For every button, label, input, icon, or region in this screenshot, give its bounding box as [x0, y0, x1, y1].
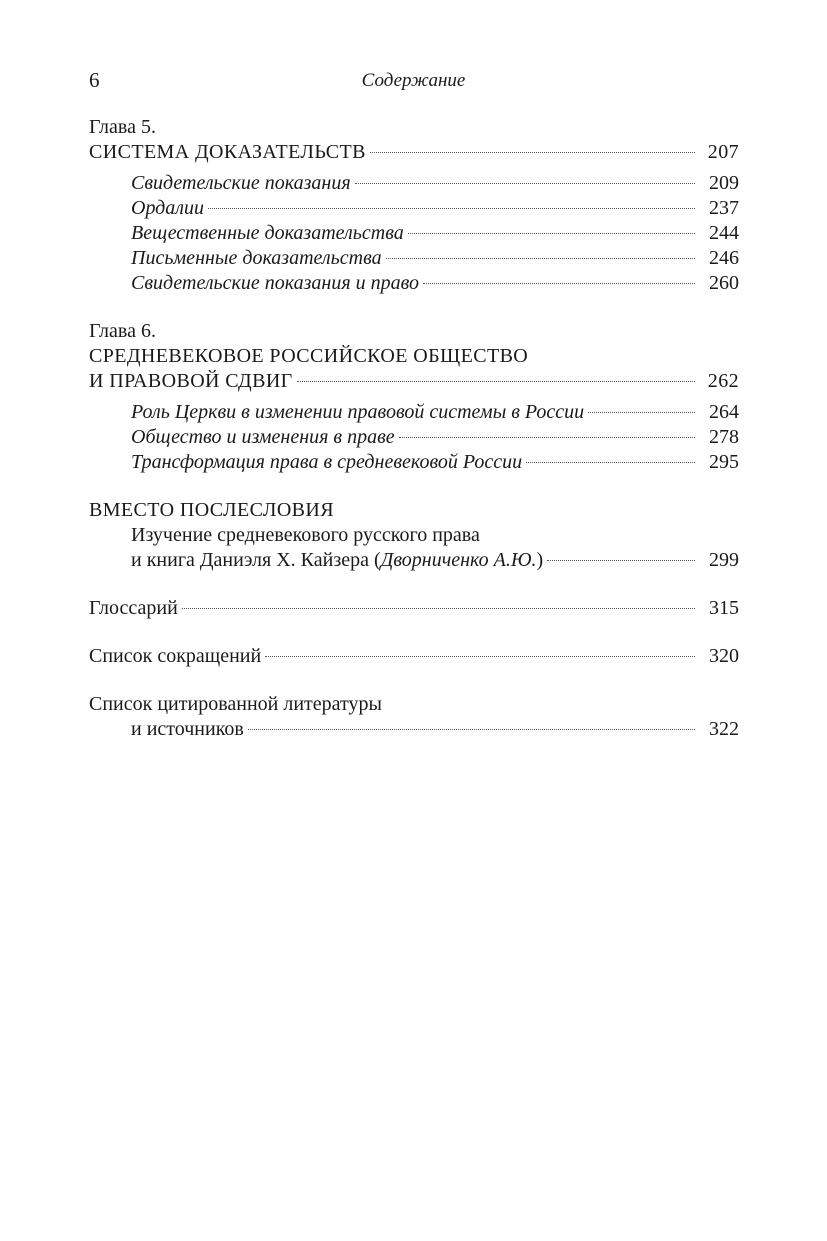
- running-head: Содержание: [361, 70, 466, 91]
- chapter-6-block: [89, 319, 739, 475]
- toc-entry-section[interactable]: Общество и изменения в праве 278: [131, 426, 739, 448]
- toc-entry-section[interactable]: Свидетельские показания и право 260: [131, 272, 739, 294]
- toc-entry-afterword[interactable]: и книга Даниэля Х. Кайзера (Дворниченко А.Ю.) 299: [131, 549, 739, 571]
- toc-entry-abbreviations[interactable]: Список сокращений 320: [89, 645, 739, 667]
- page-ref: 299: [709, 549, 739, 571]
- dot-leader: [248, 729, 695, 730]
- toc-entry-section[interactable]: Трансформация права в средневековой России 295: [131, 451, 739, 473]
- page-number: 6: [89, 68, 100, 92]
- page-ref: 278: [709, 426, 739, 448]
- page-ref: 264: [709, 401, 739, 423]
- page-ref: 322: [709, 718, 739, 740]
- literature-title-line-1[interactable]: Список цитированной литературы: [89, 693, 382, 715]
- page-ref: 315: [709, 597, 739, 619]
- toc-entry-section[interactable]: Свидетельские показания 209: [131, 172, 739, 194]
- literature-block: [89, 692, 739, 742]
- chapter-5-title: СИСТЕМА ДОКАЗАТЕЛЬСТВ: [89, 141, 366, 163]
- dot-leader: [355, 183, 695, 184]
- page-ref: 244: [709, 222, 739, 244]
- chapter-6-label: Глава 6.: [89, 320, 156, 342]
- toc-entry-section[interactable]: Роль Церкви в изменении правовой системы в России 264: [131, 401, 739, 423]
- afterword-title[interactable]: ВМЕСТО ПОСЛЕСЛОВИЯ: [89, 499, 335, 521]
- dot-leader: [526, 462, 695, 463]
- toc-entry-chapter-6[interactable]: [89, 369, 739, 394]
- dot-leader: [588, 412, 695, 413]
- page-ref: 246: [709, 247, 739, 269]
- dot-leader: [297, 381, 695, 382]
- afterword-block: [89, 498, 739, 573]
- dot-leader: [386, 258, 695, 259]
- author-name: Дворниченко А.Ю.: [380, 549, 537, 571]
- dot-leader: [547, 560, 695, 561]
- dot-leader: [208, 208, 695, 209]
- page-ref: 262: [707, 370, 739, 392]
- dot-leader: [370, 152, 695, 153]
- page-ref: 320: [709, 645, 739, 667]
- toc-entry-section[interactable]: Вещественные доказательства 244: [131, 222, 739, 244]
- dot-leader: [265, 656, 695, 657]
- dot-leader: [182, 608, 695, 609]
- dot-leader: [423, 283, 695, 284]
- toc-entry-section[interactable]: Ордалии 237: [131, 197, 739, 219]
- dot-leader: [408, 233, 695, 234]
- chapter-5-block: [89, 115, 739, 296]
- chapter-6-title-line-2: И ПРАВОВОЙ СДВИГ: [89, 370, 293, 392]
- afterword-subtitle-line-1: Изучение средневекового русского права: [131, 524, 480, 546]
- page-ref: 260: [709, 272, 739, 294]
- chapter-6-title-line-1[interactable]: СРЕДНЕВЕКОВОЕ РОССИЙСКОЕ ОБЩЕСТВО: [89, 345, 529, 367]
- toc-entry-glossary[interactable]: Глоссарий 315: [89, 597, 739, 619]
- page-ref: 207: [707, 141, 739, 163]
- toc-entry-literature[interactable]: и источников 322: [131, 718, 739, 740]
- page-ref: 209: [709, 172, 739, 194]
- toc-entry-section[interactable]: Письменные доказательства 246: [131, 247, 739, 269]
- toc-entry-chapter-5[interactable]: [89, 140, 739, 165]
- dot-leader: [399, 437, 695, 438]
- chapter-5-label: Глава 5.: [89, 116, 156, 138]
- page-ref: 295: [709, 451, 739, 473]
- table-of-contents: [89, 115, 739, 742]
- page-ref: 237: [709, 197, 739, 219]
